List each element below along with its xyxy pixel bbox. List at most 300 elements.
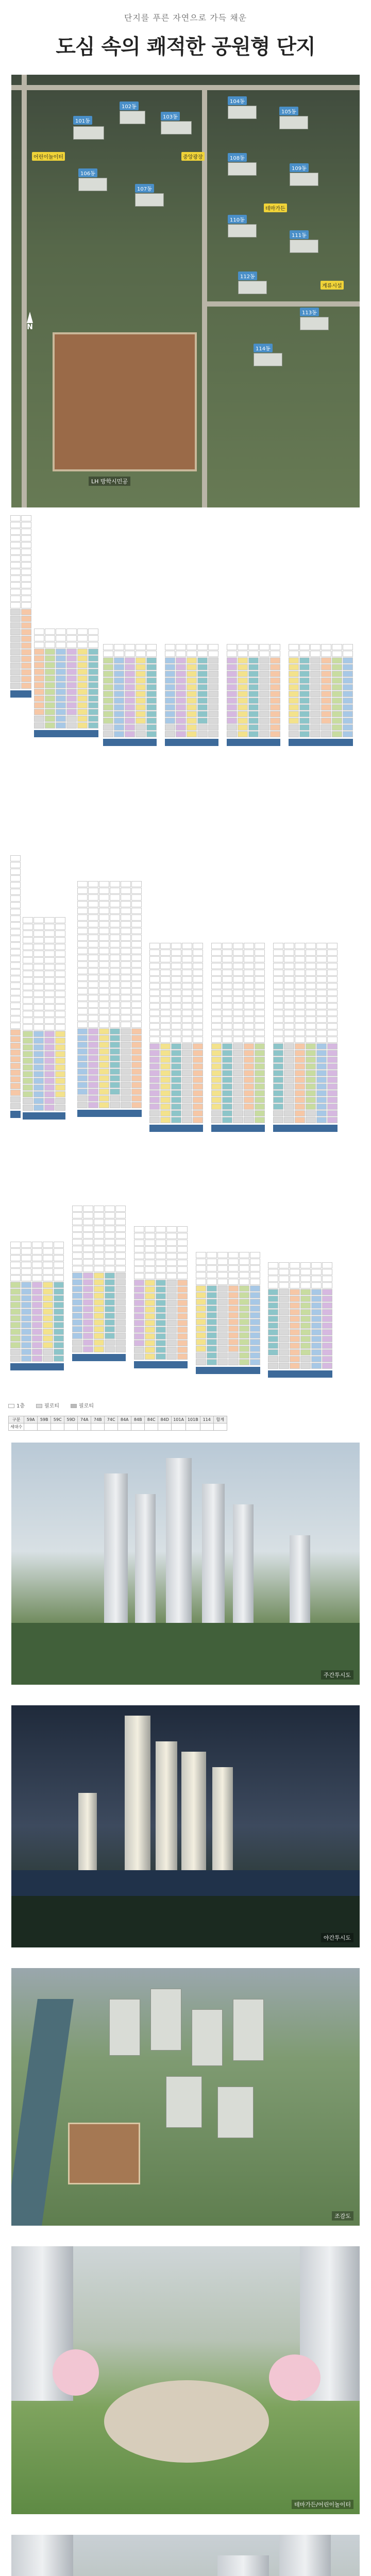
- unit-cell: [187, 698, 197, 704]
- unit-cell: [290, 1296, 300, 1302]
- unit-cell: [222, 1097, 232, 1103]
- unit-cell: [306, 1030, 316, 1036]
- unit-cell: [99, 1055, 109, 1061]
- unit-cell: [77, 1035, 88, 1041]
- unit-cell: [149, 1090, 160, 1096]
- unit-cell: [94, 1279, 104, 1285]
- unit-cell: [322, 1269, 332, 1275]
- unit-cell: [300, 1282, 311, 1289]
- unit-cell: [21, 1349, 31, 1355]
- unit-cell: [290, 1363, 300, 1369]
- unit-cell: [131, 914, 142, 921]
- unit-cell: [44, 951, 55, 957]
- unit-cell: [145, 1300, 155, 1306]
- unit-cell: [10, 936, 21, 942]
- unit-cell: [316, 1050, 327, 1056]
- unit-cell: [146, 724, 157, 731]
- unit-cell: [115, 1286, 126, 1292]
- unit-cell: [88, 675, 98, 682]
- unit-cell: [239, 1326, 249, 1332]
- unit-cell: [306, 1063, 316, 1070]
- unit-cell: [250, 1306, 260, 1312]
- unit-cell: [44, 1011, 55, 1017]
- unit-cell: [146, 691, 157, 697]
- unit-cell: [99, 1022, 109, 1028]
- unit-cell: [121, 1075, 131, 1081]
- unit-cell: [310, 704, 321, 710]
- building-block: [10, 515, 31, 698]
- unit-cell: [136, 677, 146, 684]
- unit-cell: [44, 991, 55, 997]
- unit-cell: [99, 1035, 109, 1041]
- unit-cell: [55, 1091, 65, 1097]
- unit-cell: [211, 956, 222, 962]
- unit-cell: [279, 1302, 289, 1309]
- unit-cell: [43, 1242, 53, 1248]
- unit-cell: [10, 1076, 21, 1082]
- unit-cell: [255, 1063, 265, 1070]
- unit-cell: [310, 651, 321, 657]
- unit-cell: [316, 943, 327, 949]
- unit-cell: [332, 711, 342, 717]
- unit-cell: [289, 651, 299, 657]
- unit-cell: [255, 1030, 265, 1036]
- unit-cell: [94, 1313, 104, 1319]
- unit-cell: [160, 1003, 171, 1009]
- unit-cell: [290, 1269, 300, 1275]
- unit-cell: [32, 1282, 42, 1288]
- unit-cell: [145, 1313, 155, 1319]
- unit-cell: [295, 1083, 305, 1090]
- unit-cell: [99, 1089, 109, 1095]
- unit-cell: [182, 1070, 192, 1076]
- unit-cell: [149, 950, 160, 956]
- unit-cell: [10, 542, 21, 548]
- unit-cell: [311, 1269, 322, 1275]
- unit-cell: [244, 1057, 254, 1063]
- unit-cell: [121, 1022, 131, 1028]
- unit-cell: [233, 1003, 243, 1009]
- unit-cell: [66, 655, 77, 662]
- unit-cell: [239, 1306, 249, 1312]
- unit-cell: [110, 1008, 120, 1014]
- unit-cell: [33, 964, 44, 970]
- unit-cell: [306, 990, 316, 996]
- unit-cell: [295, 1030, 305, 1036]
- unit-legend: [8, 1401, 94, 1409]
- unit-cell: [77, 935, 88, 941]
- unit-cell: [10, 522, 21, 528]
- unit-cell: [295, 1037, 305, 1043]
- building-label-bar: [10, 690, 31, 698]
- unit-cell: [238, 657, 248, 664]
- unit-cell: [207, 1272, 217, 1278]
- unit-cell: [311, 1282, 322, 1289]
- unit-cell: [10, 855, 21, 861]
- unit-cell: [66, 716, 77, 722]
- unit-cell: [166, 1286, 177, 1293]
- unit-cell: [55, 1105, 65, 1111]
- unit-cell: [55, 937, 65, 943]
- unit-cell: [94, 1286, 104, 1292]
- unit-cell: [145, 1353, 155, 1360]
- unit-cell: [207, 1299, 217, 1305]
- unit-cell: [273, 1037, 283, 1043]
- unit-cell: [149, 970, 160, 976]
- unit-cell: [83, 1306, 93, 1312]
- unit-cell: [239, 1359, 249, 1365]
- unit-cell: [327, 1104, 338, 1110]
- unit-cell: [121, 1048, 131, 1055]
- unit-layout-chart-2: [0, 855, 371, 1185]
- unit-cell: [21, 1302, 31, 1308]
- unit-cell: [284, 990, 294, 996]
- unit-cell: [279, 1343, 289, 1349]
- unit-cell: [149, 1104, 160, 1110]
- unit-cell: [94, 1273, 104, 1279]
- unit-cell: [10, 515, 21, 521]
- unit-cell: [121, 1095, 131, 1101]
- unit-cell: [131, 1035, 142, 1041]
- unit-cell: [44, 1058, 55, 1064]
- unit-cell: [149, 1077, 160, 1083]
- building-label-bar: [10, 1111, 21, 1118]
- unit-cell: [306, 996, 316, 1003]
- unit-cell: [149, 1110, 160, 1116]
- unit-cell: [72, 1279, 82, 1285]
- unit-cell: [77, 1042, 88, 1048]
- unit-cell: [208, 698, 218, 704]
- unit-cell: [273, 950, 283, 956]
- unit-cell: [10, 569, 21, 575]
- unit-cell: [217, 1292, 228, 1298]
- unit-cell: [54, 1289, 64, 1295]
- unit-cell: [222, 970, 232, 976]
- unit-cell: [10, 1103, 21, 1109]
- unit-cell: [66, 682, 77, 688]
- unit-cell: [211, 1003, 222, 1009]
- unit-cell: [115, 1346, 126, 1352]
- unit-cell: [131, 1048, 142, 1055]
- unit-cell: [316, 1097, 327, 1103]
- unit-cell: [193, 1057, 203, 1063]
- unit-cell: [149, 1016, 160, 1023]
- unit-cell: [284, 1110, 294, 1116]
- unit-cell: [166, 1353, 177, 1360]
- unit-cell: [156, 1246, 166, 1252]
- unit-cell: [321, 691, 331, 697]
- building-label-bar: [211, 1125, 265, 1132]
- unit-cell: [327, 976, 338, 982]
- unit-cell: [134, 1253, 144, 1259]
- unit-cell: [33, 1084, 44, 1091]
- unit-cell: [343, 651, 353, 657]
- unit-cell: [166, 1300, 177, 1306]
- unit-cell: [299, 724, 310, 731]
- unit-cell: [279, 1296, 289, 1302]
- unit-cell: [165, 724, 175, 731]
- unit-cell: [146, 704, 157, 710]
- type-table-header-cell: 구분: [9, 1416, 24, 1423]
- unit-cell: [295, 1077, 305, 1083]
- unit-cell: [134, 1286, 144, 1293]
- unit-cell: [114, 698, 124, 704]
- legend-item-piloti-a: 필로티: [36, 1401, 59, 1409]
- unit-cell: [222, 1117, 232, 1123]
- building-block: [211, 943, 265, 1132]
- unit-cell: [295, 1110, 305, 1116]
- unit-cell: [160, 1090, 171, 1096]
- unit-cell: [165, 651, 175, 657]
- unit-cell: [316, 1110, 327, 1116]
- unit-cell: [77, 908, 88, 914]
- unit-cell: [332, 724, 342, 731]
- unit-cell: [34, 709, 44, 715]
- unit-cell: [176, 664, 186, 670]
- unit-cell: [171, 970, 181, 976]
- unit-cell: [23, 1084, 33, 1091]
- unit-cell: [99, 1075, 109, 1081]
- unit-cell: [44, 1031, 55, 1037]
- unit-cell: [88, 1062, 98, 1068]
- unit-cell: [244, 1117, 254, 1123]
- unit-cell: [83, 1340, 93, 1346]
- unit-cell: [332, 671, 342, 677]
- unit-cell: [316, 1030, 327, 1036]
- unit-cell: [23, 1051, 33, 1057]
- unit-cell: [105, 1293, 115, 1299]
- unit-cell: [227, 698, 237, 704]
- unit-cell: [156, 1307, 166, 1313]
- unit-cell: [228, 1326, 239, 1332]
- unit-cell: [327, 1057, 338, 1063]
- unit-cell: [171, 1077, 181, 1083]
- unit-cell: [131, 881, 142, 887]
- unit-cell: [83, 1286, 93, 1292]
- unit-cell: [149, 1003, 160, 1009]
- unit-cell: [250, 1292, 260, 1298]
- unit-cell: [316, 996, 327, 1003]
- unit-cell: [284, 1050, 294, 1056]
- unit-cell: [55, 964, 65, 970]
- unit-cell: [165, 704, 175, 710]
- unit-cell: [88, 1028, 98, 1035]
- unit-cell: [248, 698, 259, 704]
- unit-cell: [193, 1090, 203, 1096]
- unit-cell: [88, 1082, 98, 1088]
- unit-cell: [56, 669, 66, 675]
- unit-cell: [250, 1359, 260, 1365]
- unit-cell: [72, 1212, 82, 1218]
- unit-cell: [270, 644, 280, 650]
- unit-cell: [99, 1002, 109, 1008]
- building-label-bar: [289, 739, 353, 746]
- unit-cell: [233, 1030, 243, 1036]
- unit-cell: [54, 1295, 64, 1301]
- unit-cell: [160, 1030, 171, 1036]
- unit-cell: [10, 989, 21, 995]
- unit-cell: [316, 983, 327, 989]
- unit-cell: [131, 928, 142, 934]
- unit-cell: [55, 1051, 65, 1057]
- unit-cell: [83, 1319, 93, 1326]
- unit-cell: [250, 1326, 260, 1332]
- unit-cell: [197, 698, 208, 704]
- unit-cell: [284, 1043, 294, 1049]
- unit-cell: [310, 691, 321, 697]
- unit-cell: [255, 1003, 265, 1009]
- unit-cell: [114, 724, 124, 731]
- unit-cell: [255, 943, 265, 949]
- unit-cell: [306, 1104, 316, 1110]
- unit-cell: [327, 990, 338, 996]
- unit-cell: [300, 1349, 311, 1355]
- unit-cell: [94, 1219, 104, 1225]
- unit-cell: [33, 917, 44, 923]
- unit-cell: [290, 1343, 300, 1349]
- unit-cell: [171, 983, 181, 989]
- unit-cell: [160, 1023, 171, 1029]
- unit-cell: [103, 664, 113, 670]
- unit-cell: [131, 981, 142, 988]
- unit-cell: [182, 1016, 192, 1023]
- unit-cell: [32, 1315, 42, 1321]
- unit-cell: [77, 1048, 88, 1055]
- unit-cell: [239, 1285, 249, 1292]
- unit-cell: [211, 1090, 222, 1096]
- unit-cell: [33, 1011, 44, 1017]
- unit-cell: [166, 1246, 177, 1252]
- unit-cell: [145, 1226, 155, 1232]
- unit-cell: [72, 1259, 82, 1265]
- unit-cell: [43, 1289, 53, 1295]
- unit-cell: [88, 928, 98, 934]
- unit-cell: [21, 656, 31, 662]
- unit-cell: [77, 722, 88, 728]
- unit-cell: [217, 1319, 228, 1325]
- unit-cell: [227, 691, 237, 697]
- unit-cell: [115, 1306, 126, 1312]
- unit-cell: [88, 716, 98, 722]
- unit-cell: [255, 1023, 265, 1029]
- unit-cell: [268, 1323, 278, 1329]
- unit-cell: [306, 1090, 316, 1096]
- unit-cell: [207, 1326, 217, 1332]
- unit-cell: [176, 711, 186, 717]
- unit-cell: [33, 957, 44, 963]
- unit-cell: [222, 1003, 232, 1009]
- type-table-header-cell: 84B: [131, 1416, 145, 1423]
- type-table-header-cell: 84D: [158, 1416, 172, 1423]
- unit-cell: [290, 1302, 300, 1309]
- unit-cell: [77, 1022, 88, 1028]
- unit-cell: [136, 657, 146, 664]
- unit-cell: [268, 1343, 278, 1349]
- unit-cell: [227, 664, 237, 670]
- unit-cell: [290, 1316, 300, 1322]
- unit-cell: [146, 657, 157, 664]
- unit-cell: [32, 1322, 42, 1328]
- unit-cell: [103, 704, 113, 710]
- unit-cell: [77, 649, 88, 655]
- unit-cell: [88, 975, 98, 981]
- unit-cell: [44, 1078, 55, 1084]
- unit-cell: [21, 596, 31, 602]
- unit-cell: [121, 968, 131, 974]
- unit-cell: [99, 935, 109, 941]
- unit-cell: [171, 1070, 181, 1076]
- unit-cell: [279, 1329, 289, 1335]
- unit-cell: [21, 1289, 31, 1295]
- unit-cell: [99, 901, 109, 907]
- unit-cell: [187, 644, 197, 650]
- unit-cell: [259, 711, 269, 717]
- unit-cell: [311, 1329, 322, 1335]
- unit-cell: [55, 991, 65, 997]
- unit-cell: [99, 1015, 109, 1021]
- unit-cell: [166, 1226, 177, 1232]
- unit-cell: [88, 1002, 98, 1008]
- unit-cell: [134, 1320, 144, 1326]
- unit-cell: [56, 682, 66, 688]
- unit-cell: [239, 1312, 249, 1318]
- unit-cell: [197, 684, 208, 690]
- unit-cell: [44, 1004, 55, 1010]
- unit-cell: [233, 1010, 243, 1016]
- unit-cell: [114, 718, 124, 724]
- unit-cell: [211, 1043, 222, 1049]
- unit-cell: [83, 1313, 93, 1319]
- unit-cell: [145, 1347, 155, 1353]
- unit-cell: [34, 696, 44, 702]
- unit-cell: [300, 1343, 311, 1349]
- unit-cell: [233, 996, 243, 1003]
- type-table-row-label: 세대수: [9, 1423, 24, 1431]
- unit-cell: [310, 724, 321, 731]
- unit-cell: [177, 1353, 188, 1360]
- unit-cell: [284, 976, 294, 982]
- unit-cell: [99, 1008, 109, 1014]
- unit-cell: [316, 1070, 327, 1076]
- unit-cell: [105, 1246, 115, 1252]
- unit-cell: [146, 671, 157, 677]
- unit-cell: [217, 1279, 228, 1285]
- unit-cell: [110, 1095, 120, 1101]
- unit-cell: [10, 1242, 21, 1248]
- unit-cell: [34, 722, 44, 728]
- unit-cell: [176, 671, 186, 677]
- unit-cell: [114, 644, 124, 650]
- unit-cell: [99, 1042, 109, 1048]
- unit-cell: [55, 997, 65, 1004]
- unit-cell: [45, 649, 55, 655]
- unit-cell: [77, 1028, 88, 1035]
- unit-cell: [33, 977, 44, 984]
- type-table-header-cell: 59D: [64, 1416, 78, 1423]
- unit-cell: [83, 1266, 93, 1272]
- unit-cell: [322, 1363, 332, 1369]
- unit-cell: [88, 709, 98, 715]
- unit-cell: [99, 1028, 109, 1035]
- unit-cell: [115, 1279, 126, 1285]
- unit-cell: [160, 990, 171, 996]
- unit-cell: [244, 970, 254, 976]
- unit-cell: [156, 1293, 166, 1299]
- unit-cell: [259, 691, 269, 697]
- unit-cell: [131, 921, 142, 927]
- unit-cell: [99, 988, 109, 994]
- unit-cell: [114, 677, 124, 684]
